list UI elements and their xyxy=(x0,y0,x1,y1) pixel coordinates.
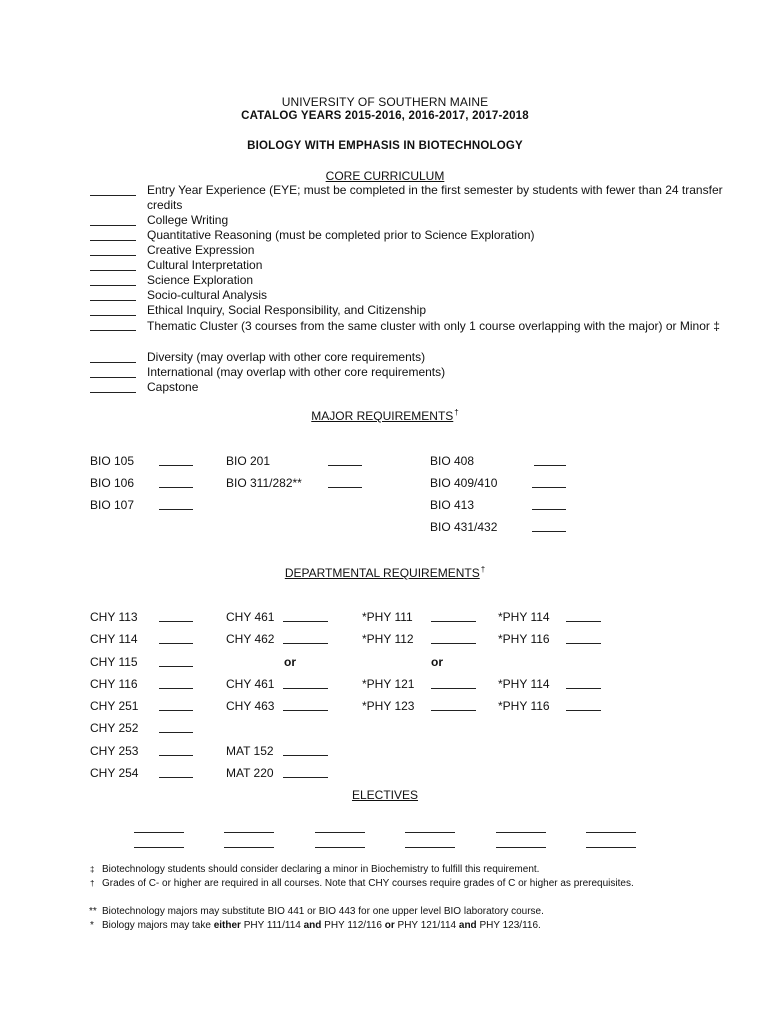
grade-blank xyxy=(159,621,193,622)
footnote-mark: ** xyxy=(89,906,97,917)
footnote-text: Biology majors may take either PHY 111/114 and PHY 112/116 or PHY 121/114 and PHY 123/116. xyxy=(102,920,541,931)
checkoff-blank xyxy=(90,350,136,363)
course-code: BIO 409/410 xyxy=(430,476,498,490)
footnote-text: Biotechnology majors may substitute BIO 441 or BIO 443 for one upper level BIO laboratory course. xyxy=(102,906,544,917)
course-code: BIO 408 xyxy=(430,454,475,468)
course-code: BIO 201 xyxy=(226,454,271,468)
core-item-label: Ethical Inquiry, Social Responsibility, and Citizenship xyxy=(147,303,427,317)
course-code: BIO 106 xyxy=(90,476,135,490)
grade-blank xyxy=(159,487,193,488)
grade-blank xyxy=(159,688,193,689)
catalog-years: CATALOG YEARS 2015-2016, 2016-2017, 2017-2018 xyxy=(241,110,529,122)
elective-blank xyxy=(586,832,636,833)
checkoff-blank xyxy=(90,318,136,331)
grade-blank xyxy=(328,487,362,488)
checkoff-blank xyxy=(90,288,136,301)
elective-blank xyxy=(586,847,636,848)
grade-blank xyxy=(159,465,193,466)
grade-blank xyxy=(328,465,362,466)
course-code: MAT 220 xyxy=(226,766,274,780)
footnote-text: Grades of C- or higher are required in all courses. Note that CHY courses require grades of C or higher as prerequisites. xyxy=(102,878,634,889)
course-code: CHY 253 xyxy=(90,744,139,758)
elective-blank xyxy=(315,832,365,833)
departmental-requirements-title: DEPARTMENTAL REQUIREMENTS† xyxy=(284,565,486,580)
course-code: *PHY 123 xyxy=(362,699,415,713)
elective-blank xyxy=(496,847,546,848)
grade-blank xyxy=(159,710,193,711)
core-item-label: Cultural Interpretation xyxy=(147,258,263,272)
elective-blank xyxy=(315,847,365,848)
grade-blank xyxy=(159,777,193,778)
course-code: CHY 115 xyxy=(90,655,138,669)
elective-blank xyxy=(405,847,455,848)
grade-blank xyxy=(159,509,193,510)
checkoff-blank xyxy=(90,213,136,226)
program-title: BIOLOGY WITH EMPHASIS IN BIOTECHNOLOGY xyxy=(247,140,523,152)
course-code: BIO 413 xyxy=(430,498,475,512)
course-code: CHY 462 xyxy=(226,632,275,646)
footnote-text: Biotechnology students should consider declaring a minor in Biochemistry to fulfill this requirement. xyxy=(102,864,540,875)
elective-blank xyxy=(134,832,184,833)
course-code: CHY 116 xyxy=(90,677,138,691)
elective-blank xyxy=(405,832,455,833)
core-curriculum-title: CORE CURRICULUM xyxy=(325,169,445,183)
checkoff-blank xyxy=(90,303,136,316)
core-item-label: Quantitative Reasoning (must be completed prior to Science Exploration) xyxy=(147,228,535,242)
grade-blank xyxy=(283,621,328,622)
course-code: *PHY 121 xyxy=(362,677,415,691)
course-code: *PHY 116 xyxy=(498,632,550,646)
grade-blank xyxy=(431,621,476,622)
checkoff-blank xyxy=(90,243,136,256)
grade-blank xyxy=(566,710,601,711)
dagger-mark: † xyxy=(454,408,459,417)
grade-blank xyxy=(159,666,193,667)
course-code: CHY 113 xyxy=(90,610,138,624)
course-code: CHY 463 xyxy=(226,699,275,713)
course-code: *PHY 116 xyxy=(498,699,550,713)
course-code: CHY 251 xyxy=(90,699,139,713)
course-code: CHY 461 xyxy=(226,610,275,624)
course-code: MAT 152 xyxy=(226,744,274,758)
checkoff-blank xyxy=(90,380,136,393)
university-name: UNIVERSITY OF SOUTHERN MAINE xyxy=(281,95,489,109)
course-code: *PHY 114 xyxy=(498,677,550,691)
course-code: CHY 252 xyxy=(90,721,139,735)
core-item-label: Creative Expression xyxy=(147,243,255,257)
grade-blank xyxy=(431,710,476,711)
elective-blank xyxy=(224,847,274,848)
course-code: BIO 107 xyxy=(90,498,135,512)
course-code: BIO 105 xyxy=(90,454,135,468)
elective-blank xyxy=(224,832,274,833)
grade-blank xyxy=(159,755,193,756)
core-item-label: College Writing xyxy=(147,213,229,227)
grade-blank xyxy=(159,643,193,644)
core-item-label: Capstone xyxy=(147,380,199,394)
course-code: BIO 311/282** xyxy=(226,476,302,490)
course-code: *PHY 112 xyxy=(362,632,414,646)
footnote-mark: ‡ xyxy=(90,865,95,874)
core-item-label: Thematic Cluster (3 courses from the same cluster with only 1 course overlapping with the major) or Minor ‡ xyxy=(147,319,720,333)
core-item-label: Socio-cultural Analysis xyxy=(147,288,268,302)
grade-blank xyxy=(566,621,601,622)
electives-title: ELECTIVES xyxy=(351,788,419,802)
elective-blank xyxy=(134,847,184,848)
core-item-label: Entry Year Experience (EYE; must be completed in the first semester by students with fewer than 24 transfer credits xyxy=(147,183,723,212)
course-code: *PHY 114 xyxy=(498,610,550,624)
course-code: *PHY 111 xyxy=(362,610,413,624)
grade-blank xyxy=(532,487,566,488)
grade-blank xyxy=(283,688,328,689)
grade-blank xyxy=(431,688,476,689)
footnote-mark: * xyxy=(90,920,94,931)
grade-blank xyxy=(159,732,193,733)
checkoff-blank xyxy=(90,273,136,286)
grade-blank xyxy=(534,465,566,466)
grade-blank xyxy=(566,643,601,644)
or-label: or xyxy=(431,655,443,669)
core-item-label: International (may overlap with other core requirements) xyxy=(147,365,446,379)
course-code: BIO 431/432 xyxy=(430,520,498,534)
checkoff-blank xyxy=(90,228,136,241)
dagger-mark: † xyxy=(480,565,486,574)
elective-blank xyxy=(496,832,546,833)
checkoff-blank xyxy=(90,258,136,271)
footnote-mark: † xyxy=(90,879,95,888)
core-item-label: Diversity (may overlap with other core requirements) xyxy=(147,350,426,364)
grade-blank xyxy=(283,777,328,778)
checkoff-blank xyxy=(90,365,136,378)
grade-blank xyxy=(283,643,328,644)
grade-blank xyxy=(283,755,328,756)
course-code: CHY 114 xyxy=(90,632,138,646)
grade-blank xyxy=(566,688,601,689)
checkoff-blank xyxy=(90,183,136,196)
course-code: CHY 254 xyxy=(90,766,139,780)
course-code: CHY 461 xyxy=(226,677,275,691)
grade-blank xyxy=(532,531,566,532)
grade-blank xyxy=(283,710,328,711)
grade-blank xyxy=(532,509,566,510)
or-label: or xyxy=(284,655,296,669)
major-requirements-title: MAJOR REQUIREMENTS† xyxy=(311,408,459,423)
grade-blank xyxy=(431,643,476,644)
core-item-label: Science Exploration xyxy=(147,273,254,287)
